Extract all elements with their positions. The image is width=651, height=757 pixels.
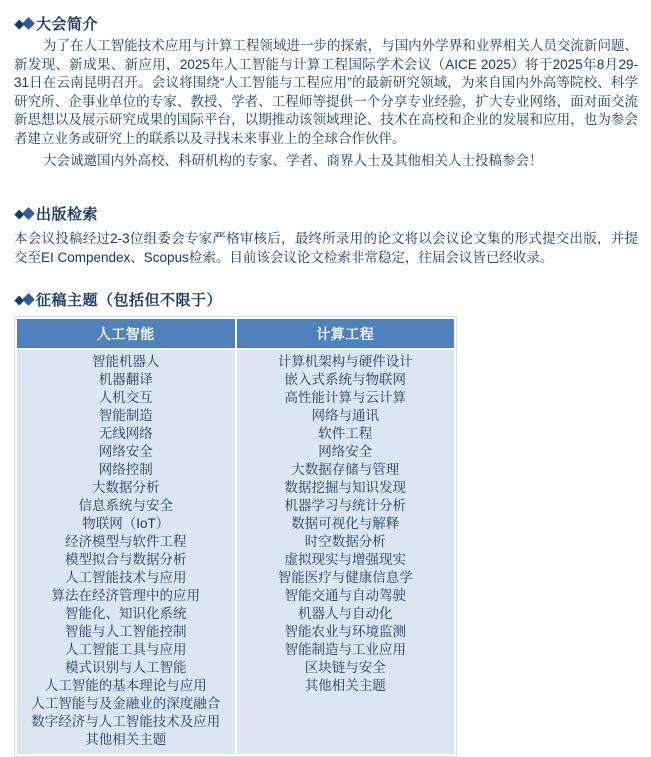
publication-paragraph: 本会议投稿经过2-3位组委会专家严格审核后，最终所录用的论文将以会议论文集的形式提交出版，并提交至EI Compendex、Scopus检索。目前该会议论文检索非常稳定，往届会议皆已经收录。: [14, 231, 638, 266]
topic-item: 人工智能的基本理论与应用: [44, 678, 207, 694]
topic-item: 智能交通与自动驾驶: [284, 588, 406, 604]
intro-paragraph-1: 为了在人工智能技术应用与计算工程领域进一步的探索，与国内外学界和业界相关人员交流新问题、新发现、新成果、新应用，2025年人工智能与计算工程国际学术会议（AICE 2025）将于2025年8月29-31日在云南昆明召开。会议将围绕“人工智能与工程应用”的最新研究领域，为来自国内外高等院校、科学研究所、企事业单位的专家、教授、学者、工程师等提供一个分享专业经验，扩大专业网络，面对面交流新思想以及展示研究成果的国际平台，以期推动该领域理论、技术在高校和企业的发展和应用，也为参会者建立业务或研究上的联系以及寻找未来事业上的全球合作伙伴。: [14, 38, 638, 146]
topic-item: 大数据存储与管理: [291, 462, 400, 478]
topic-item: 人机交互: [98, 390, 153, 406]
topic-item: 智能化、知识化系统: [65, 606, 187, 622]
topic-item: 智能制造与工业应用: [284, 642, 406, 658]
topics-cell-computing: [237, 350, 455, 754]
topics-table: [14, 316, 457, 757]
publication-section-title: 出版检索: [36, 206, 99, 224]
topic-item: 网络安全: [98, 444, 153, 460]
topic-item: 嵌入式系统与物联网: [284, 372, 406, 388]
topic-item: 物联网（IoT）: [82, 516, 170, 532]
topic-item: 大数据分析: [92, 480, 160, 496]
topics-header-computing: 计算工程: [237, 319, 455, 348]
topic-item: 其他相关主题: [85, 732, 167, 748]
topic-item: 智能医疗与健康信息学: [277, 570, 413, 586]
topic-item: 信息系统与安全: [78, 498, 173, 514]
topic-item: 数据可视化与解释: [291, 516, 400, 532]
topic-item: 机器人与自动化: [298, 606, 393, 622]
topics-table-body-row: [17, 350, 454, 754]
topic-item: 其他相关主题: [304, 678, 386, 694]
topics-cell-ai: [17, 350, 235, 754]
topic-item: 软件工程: [318, 426, 373, 442]
topic-item: 智能农业与环境监测: [284, 624, 406, 640]
double-diamond-icon: [14, 292, 36, 307]
topic-item: 数据挖掘与知识发现: [284, 480, 406, 496]
section-heading-topics: [14, 289, 638, 310]
topic-item: 人工智能工具与应用: [65, 642, 187, 658]
topic-item: 人工智能技术与应用: [65, 570, 187, 586]
topic-item: 无线网络: [98, 426, 153, 442]
topic-item: 智能制造: [98, 408, 153, 424]
topic-item: 算法在经济管理中的应用: [51, 588, 200, 604]
topic-item: 计算机架构与硬件设计: [277, 354, 413, 370]
topic-item: 机器学习与统计分析: [284, 498, 406, 514]
topic-item: 智能与人工智能控制: [65, 624, 187, 640]
topic-item: 时空数据分析: [304, 534, 386, 550]
topic-item: 机器翻译: [98, 372, 153, 388]
intro-paragraph-2: 大会诚邀国内外高校、科研机构的专家、学者、商界人士及其他相关人士投稿参会！: [43, 152, 543, 168]
double-diamond-icon: [14, 206, 36, 221]
topics-table-header-row: [17, 319, 454, 348]
topic-item: 虚拟现实与增强现实: [284, 552, 406, 568]
topic-item: 网络安全: [318, 444, 373, 460]
topics-header-ai: 人工智能: [17, 319, 235, 348]
topic-item: 模型拟合与数据分析: [65, 552, 187, 568]
topics-section-title: 征稿主题（包括但不限于）: [36, 292, 223, 310]
intro-section-title: 大会简介: [36, 16, 99, 33]
double-diamond-icon: [14, 16, 36, 31]
topic-item: 智能机器人: [92, 354, 160, 370]
topic-item: 高性能计算与云计算: [284, 390, 406, 406]
topic-item: 网络控制: [98, 462, 153, 478]
topic-item: 模式识别与人工智能: [65, 660, 187, 676]
topic-item: 人工智能与及金融业的深度融合: [31, 696, 221, 712]
topic-item: 网络与通讯: [311, 408, 379, 424]
topic-item: 数字经济与人工智能技术及应用: [31, 714, 221, 730]
section-heading-intro: [14, 13, 638, 34]
topic-item: 经济模型与软件工程: [65, 534, 187, 550]
section-heading-publication: [14, 203, 638, 224]
topic-item: 区块链与安全: [304, 660, 386, 676]
